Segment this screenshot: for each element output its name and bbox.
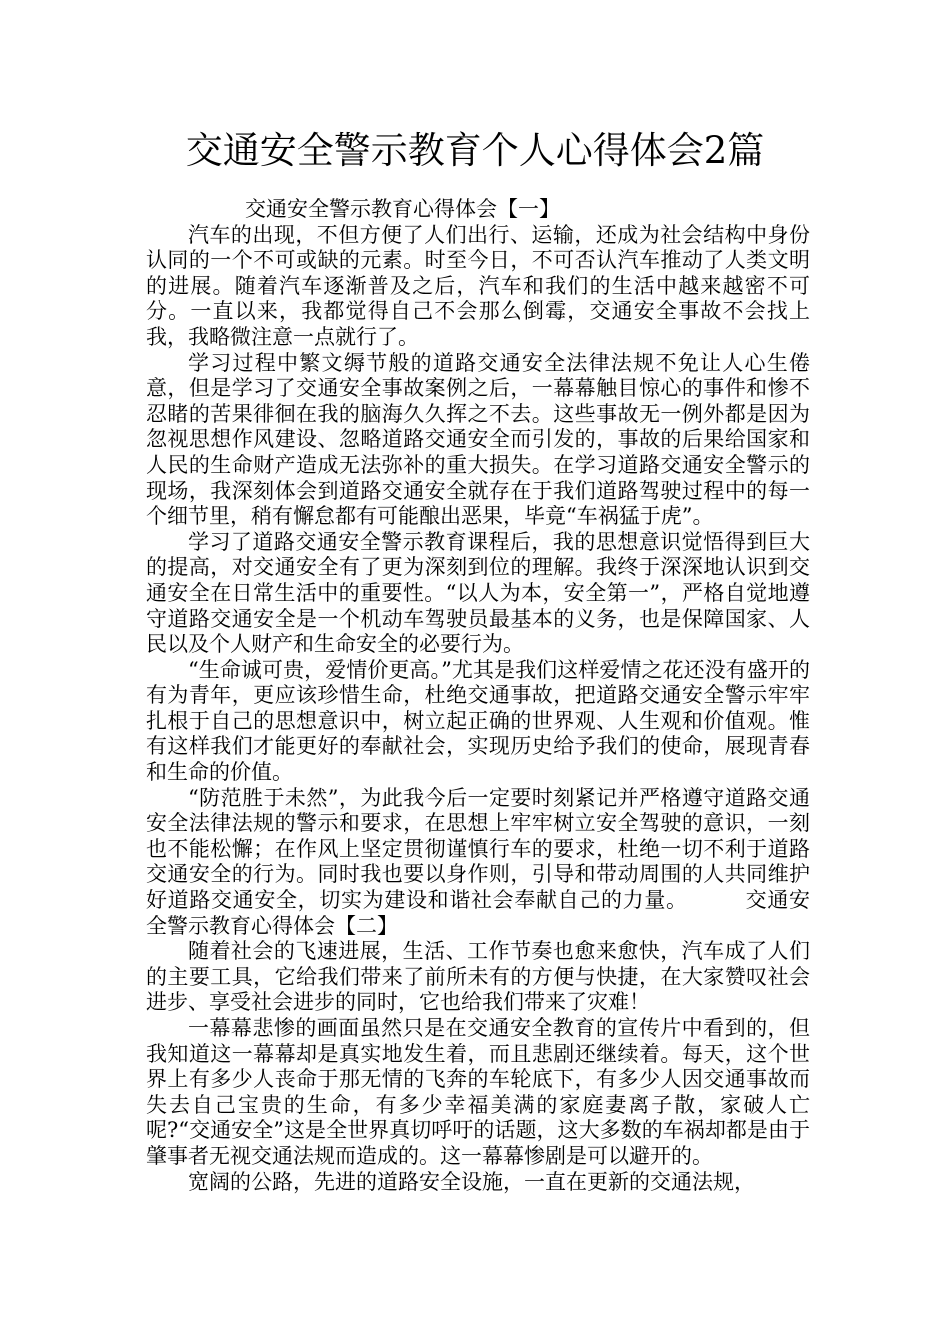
paragraph: “生命诚可贵，爱情价更高。”尤其是我们这样爱情之花还没有盛开的有为青年，更应该珍惜生命，杜绝交通事故，把道路交通安全警示牢牢扎根于自己的思想意识中，树立起正确的世界观、人生观和价值观。惟有这样我们才能更好的奉献社会，实现历史给予我们的使命，展现青春和生命的价值。	[146, 657, 810, 785]
document-title: 交通安全警示教育个人心得体会2篇	[185, 129, 765, 172]
paragraph: 学习过程中繁文缛节般的道路交通安全法律法规不免让人心生倦意，但是学习了交通安全事故案例之后，一幕幕触目惊心的事件和惨不忍睹的苦果徘徊在我的脑海久久挥之不去。这些事故无一例外都是因为忽视思想作风建设、忽略道路交通安全而引发的，事故的后果给国家和人民的生命财产造成无法弥补的重大损失。在学习道路交通安全警示的现场，我深刻体会到道路交通安全就存在于我们道路驾驶过程中的每一个细节里，稍有懈怠都有可能酿出恶果，毕竟“车祸猛于虎”。	[146, 350, 810, 529]
paragraph: 随着社会的飞速进展，生活、工作节奏也愈来愈快，汽车成了人们的主要工具，它给我们带来了前所未有的方便与快捷，在大家赞叹社会进步、享受社会进步的同时，它也给我们带来了灾难！	[146, 939, 810, 1015]
paragraph: 一幕幕悲惨的画面虽然只是在交通安全教育的宣传片中看到的，但我知道这一幕幕却是真实地发生着，而且悲剧还继续着。每天，这个世界上有多少人丧命于那无情的飞奔的车轮底下，有多少人因交通事故而失去自己宝贵的生命，有多少幸福美满的家庭妻离子散，家破人亡呢?“交通安全”这是全世界真切呼吁的话题，这大多数的车祸却都是由于肇事者无视交通法规而造成的。这一幕幕惨剧是可以避开的。	[146, 1016, 810, 1168]
paragraph-text: “防范胜于未然”，为此我今后一定要时刻紧记并严格遵守道路交通安全法律法规的警示和要求，在思想上牢牢树立安全驾驶的意识，一刻也不能松懈；在作风上坚定贯彻谨慎行车的要求，杜绝一切不利于道路交通安全的行为。同时我也要以身作则，引导和带动周围的人共同维护好道路交通安全，切实为建设和谐社会奉献自己的力量。	[146, 785, 810, 913]
section-heading-2: 交通安全警示教育心得体会【二】	[146, 888, 811, 938]
paragraph-with-heading	[146, 786, 810, 940]
document-body	[146, 197, 810, 1195]
section-heading-1: 交通安全警示教育心得体会【一】	[245, 197, 560, 221]
paragraph: 宽阔的公路，先进的道路安全设施，一直在更新的交通法规，	[188, 1169, 755, 1194]
paragraph: 学习了道路交通安全警示教育课程后，我的思想意识觉悟得到巨大的提高，对交通安全有了更为深刻到位的理解。我终于深深地认识到交通安全在日常生活中的重要性。“以人为本，安全第一”，严格自觉地遵守道路交通安全是一个机动车驾驶员最基本的义务，也是保障国家、人民以及个人财产和生命安全的必要行为。	[146, 529, 810, 657]
paragraph: 汽车的出现，不但方便了人们出行、运输，还成为社会结构中身份认同的一个不可或缺的元素。时至今日，不可否认汽车推动了人类文明的进展。随着汽车逐渐普及之后，汽车和我们的生活中越来越密不可分。一直以来，我都觉得自己不会那么倒霉，交通安全事故不会找上我，我略微注意一点就行了。	[146, 222, 810, 349]
